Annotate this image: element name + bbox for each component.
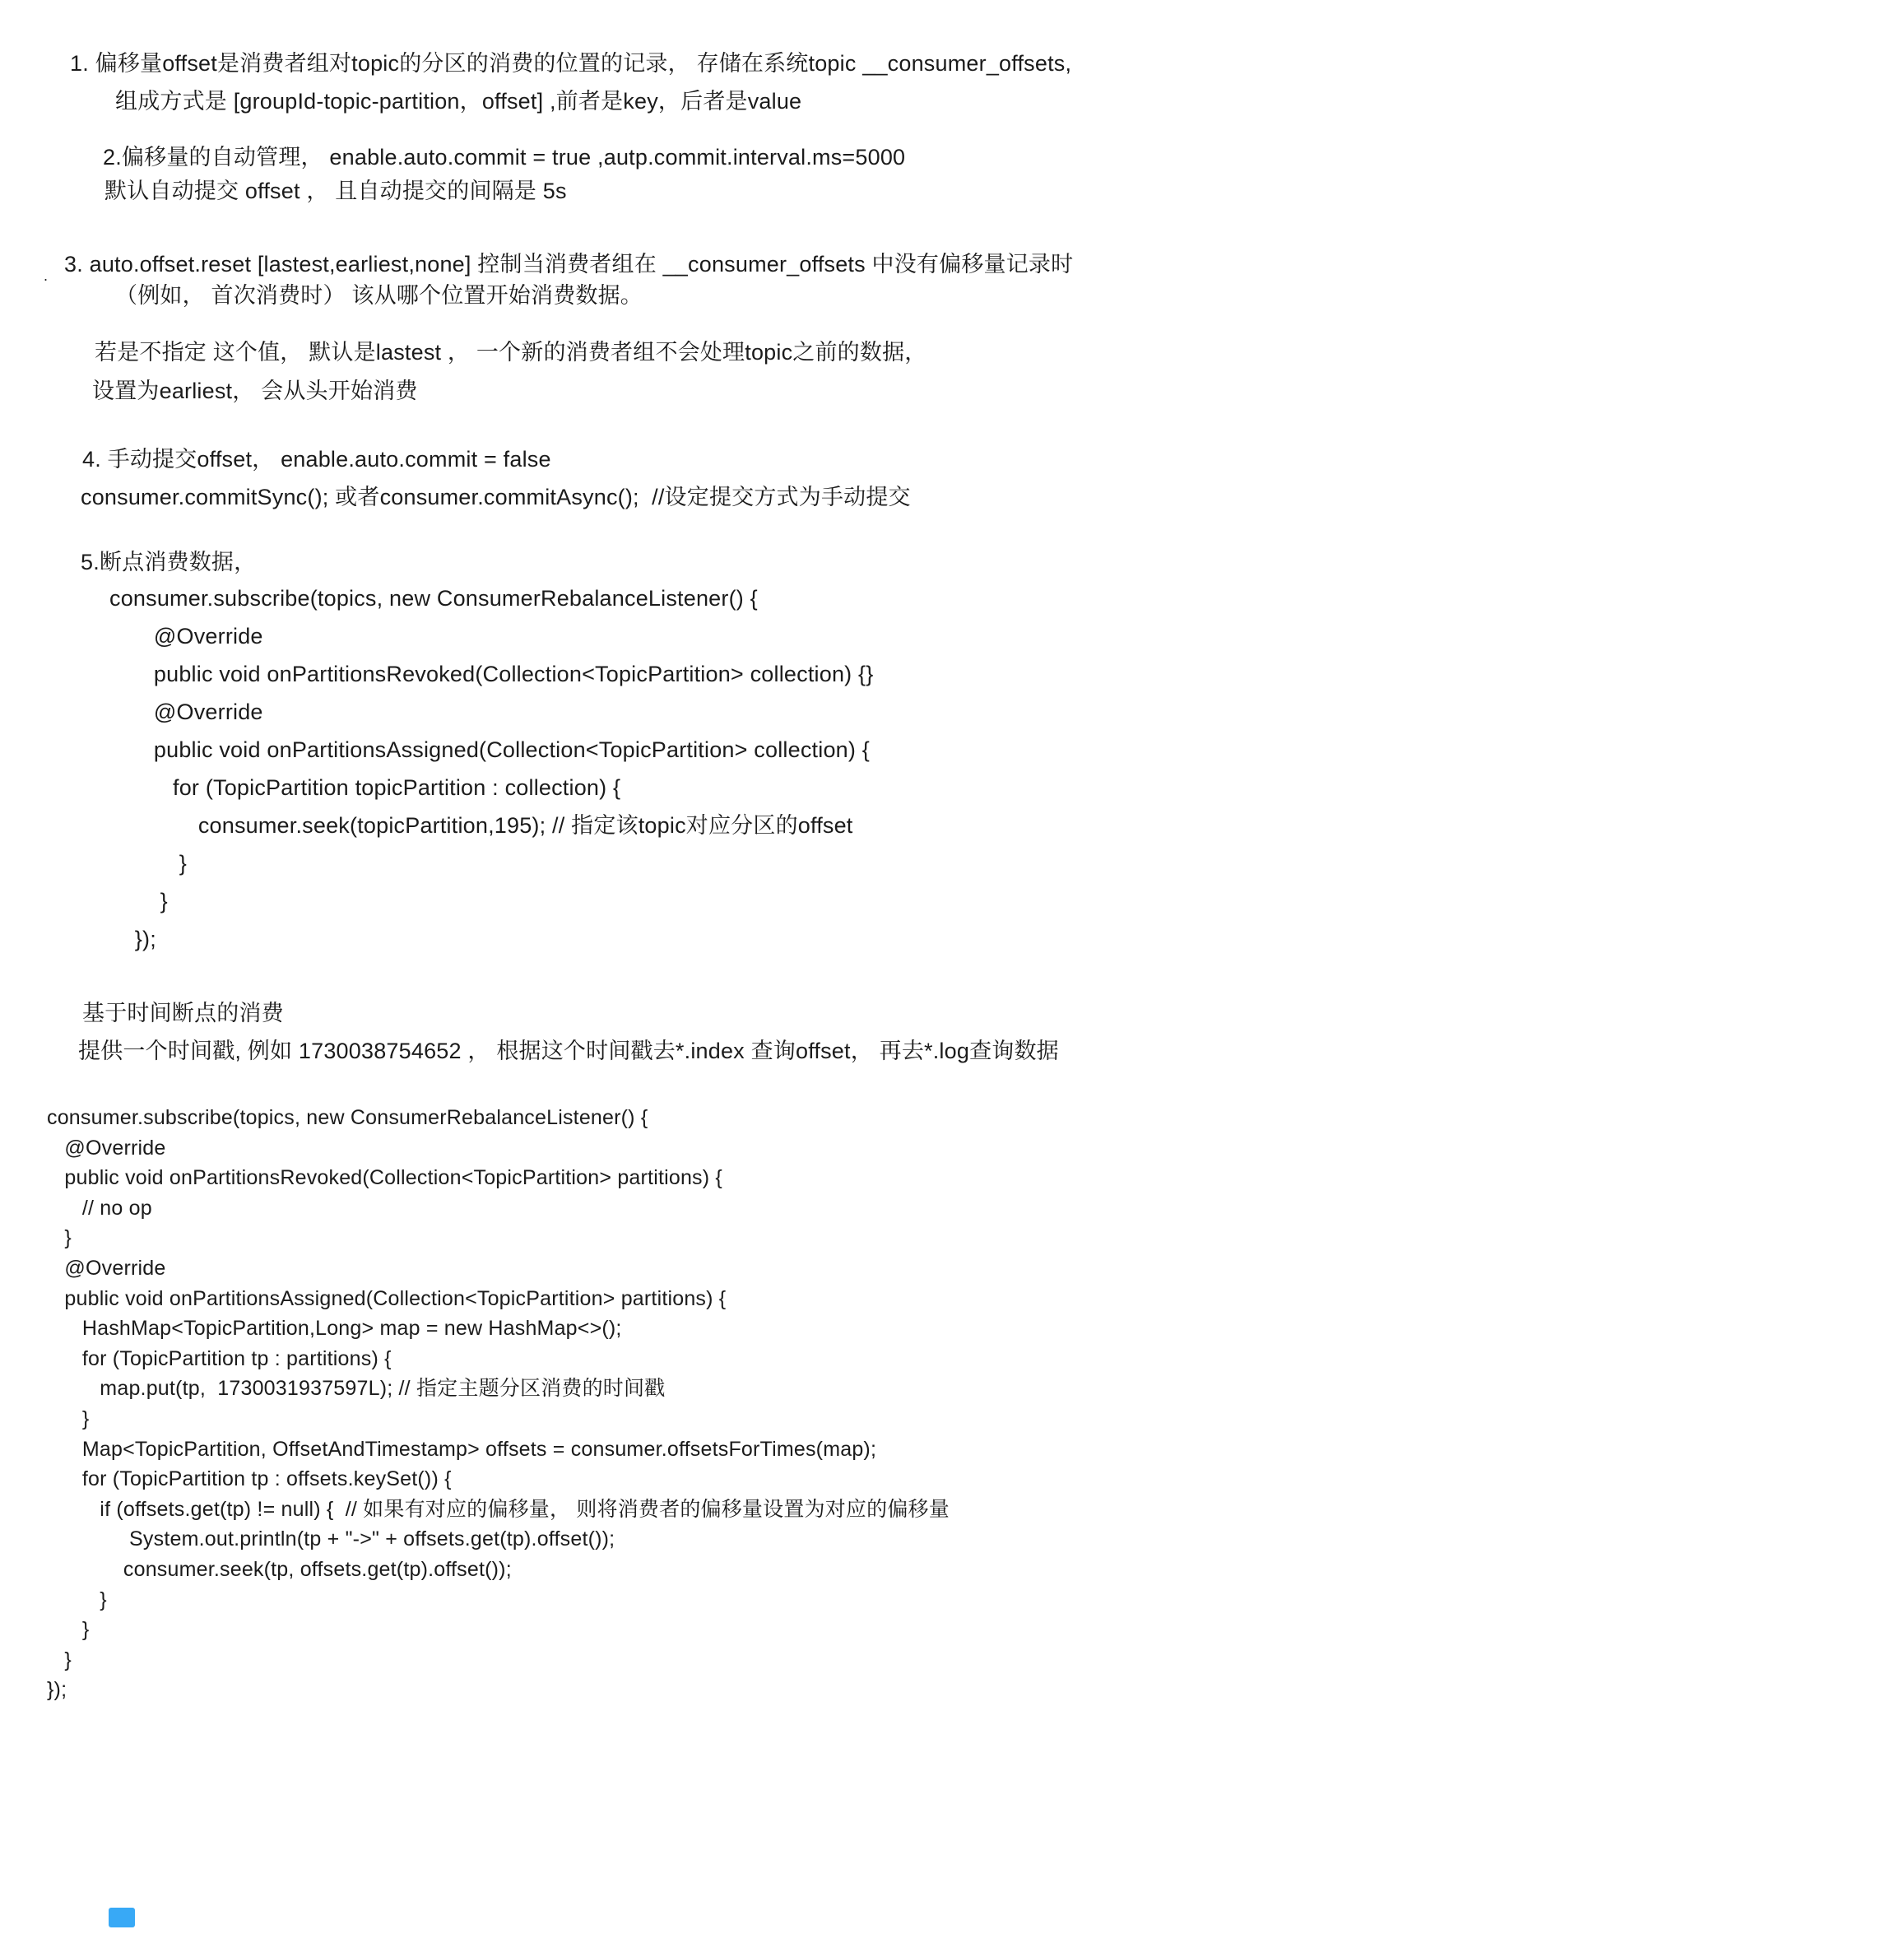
code-line: @Override [47,1256,166,1280]
code-line: }); [109,927,156,951]
code-line: } [109,851,187,876]
code-line: consumer.seek(topicPartition,195); // 指定该topic对应分区的offset [109,813,853,838]
code-line: Map<TopicPartition, OffsetAndTimestamp> offsets = consumer.offsetsForTimes(map); [47,1437,877,1461]
code-line: public void onPartitionsRevoked(Collection<TopicPartition> collection) {} [109,662,874,686]
code-line: }); [47,1678,67,1702]
code-line: } [47,1648,72,1671]
item1-line1: 1. 偏移量offset是消费者组对topic的分区的消费的位置的记录， 存储在系统topic __consumer_offsets, [70,51,1072,76]
code-line: for (TopicPartition tp : partitions) { [47,1346,392,1370]
code-line: } [47,1618,90,1642]
timed-desc: 提供一个时间戳, 例如 1730038754652 ， 根据这个时间戳去*.index 查询offset， 再去*.log查询数据 [78,1039,1059,1063]
code-line: System.out.println(tp + "->" + offsets.get(tp).offset()); [47,1527,615,1551]
code-line: } [47,1226,72,1250]
code-line: consumer.subscribe(topics, new ConsumerRebalanceListener() { [47,1106,648,1129]
code-line: if (offsets.get(tp) != null) { // 如果有对应的偏移量， 则将消费者的偏移量设置为对应的偏移量 [47,1497,950,1521]
code-line: } [47,1406,90,1430]
item4-line2: consumer.commitSync(); 或者consumer.commitAsync(); //设定提交方式为手动提交 [81,485,911,509]
code-line: HashMap<TopicPartition,Long> map = new HashMap<>(); [47,1317,622,1341]
code-line: consumer.seek(tp, offsets.get(tp).offset()); [47,1557,512,1581]
code-line: @Override [109,700,263,724]
item3-line1: 3. auto.offset.reset [lastest,earliest,none] 控制当消费者组在 __consumer_offsets 中没有偏移量记录时 [64,252,1074,277]
timed-title: 基于时间断点的消费 [82,1001,284,1025]
code-line: for (TopicPartition tp : offsets.keySet()) { [47,1467,452,1491]
code-line: @Override [47,1136,166,1160]
item2-line2: 默认自动提交 offset ， 且自动提交的间隔是 5s [104,179,567,203]
blue-marker [109,1908,135,1927]
code-line: } [109,889,168,914]
code-line: public void onPartitionsAssigned(Collection<TopicPartition> partitions) { [47,1286,727,1310]
item5-title: 5.断点消费数据， [81,550,257,574]
code-line: public void onPartitionsRevoked(Collection<TopicPartition> partitions) { [47,1166,722,1190]
code-line: // no op [47,1196,152,1220]
code-line: @Override [109,624,263,649]
item3-line2: （例如， 首次消费时） 该从哪个位置开始消费数据。 [115,283,643,308]
item4-line1: 4. 手动提交offset， enable.auto.commit = false [82,447,551,472]
code-line: for (TopicPartition topicPartition : collection) { [109,775,621,800]
item3-note1: 若是不指定 这个值， 默认是lastest ， 一个新的消费者组不会处理topic之前的数据， [95,340,927,365]
item2-line1: 2.偏移量的自动管理， enable.auto.commit = true ,autp.commit.interval.ms=5000 [103,145,906,170]
item3-leading-dot: . [44,267,49,284]
code-line: consumer.subscribe(topics, new ConsumerRebalanceListener() { [109,586,758,611]
code-block-1 [109,579,874,958]
item3-note2: 设置为earliest， 会从头开始消费 [92,379,418,403]
code-line: map.put(tp, 1730031937597L); // 指定主题分区消费的时间戳 [47,1377,666,1401]
item1-line2: 组成方式是 [groupId-topic-partition，offset] ,前者是key，后者是value [115,89,802,114]
code-line: } [47,1588,107,1611]
code-block-2 [47,1103,950,1705]
code-line: public void onPartitionsAssigned(Collection<TopicPartition> collection) { [109,737,870,762]
